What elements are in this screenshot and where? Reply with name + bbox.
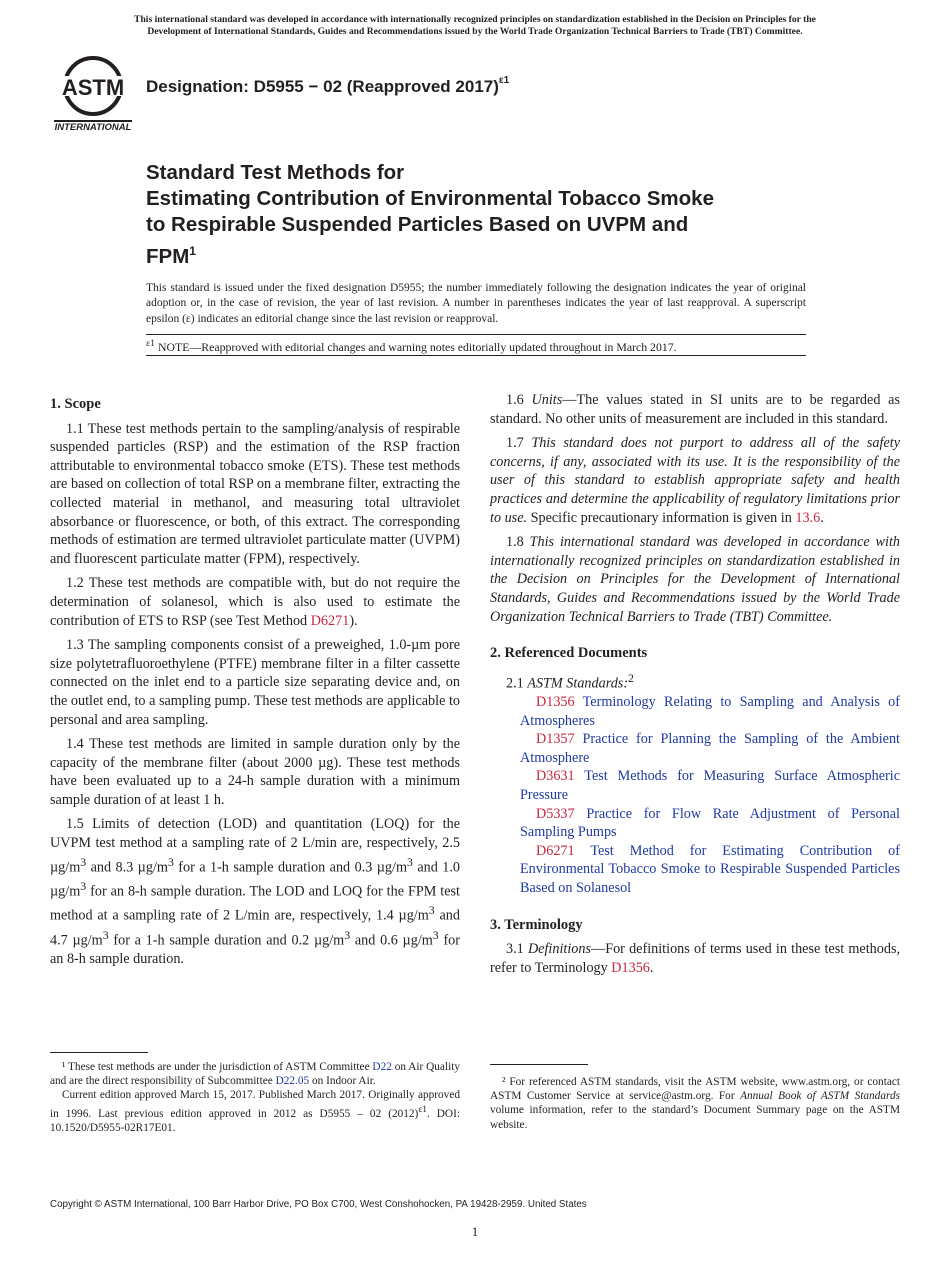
designation-text: Designation: D5955 − 02 (Reapproved 2017): [146, 77, 499, 96]
footnote-1-text-a: ¹ These test methods are under the jurisdiction of ASTM Committee: [62, 1061, 373, 1073]
para-3-1-end: .: [649, 959, 654, 976]
cube-sup: 3: [432, 927, 439, 942]
para-1-8: [490, 533, 900, 626]
para-1-7-italic: This standard does not purport to address all of the safety concerns, if any, associated with its use. It is the responsibility of the user of this standard to establish appropriate safety and health practices and determine the applicability of regulatory limitations prior to use.: [490, 435, 900, 526]
ref-title-d1357[interactable]: Practice for Planning the Sampling of the Ambient Atmosphere: [520, 731, 900, 766]
note-bottom-rule: [146, 355, 806, 356]
para-1-4: 1.4 These test methods are limited in sample duration only by the capacity of the membrane filter (about 2000 µg). These test methods have been evaluated up to a 24-h sample duration with a minimum sample duration of at least 1 h.: [50, 736, 460, 808]
para-1-5-f: and 4.7 µg/m: [50, 908, 460, 949]
ref-title-d3631[interactable]: Test Methods for Measuring Surface Atmospheric Pressure: [520, 768, 900, 804]
link-d1356[interactable]: D1356: [611, 959, 650, 976]
ref-item: [490, 730, 900, 767]
tbt-notice-line1: This international standard was developed in accordance with internationally recognized principles on standardization established in the Decision on Principles for the: [134, 14, 816, 25]
ref-title-d5337[interactable]: Practice for Flow Rate Adjustment of Personal Sampling Pumps: [520, 805, 900, 841]
para-1-6-num: 1.6: [506, 392, 532, 408]
para-1-1: 1.1 These test methods pertain to the sampling/analysis of respirable suspended particles (RSP) and the estimation of the RSP fraction attributable to environmental tobacco smoke (ETS). These test methods are based on collection of total RSP on a membrane filter, extracting the collected material in methanol, and measuring total ultraviolet absorbance or fluorescence, or both, of this extract. The corresponding methods of estimation are termed ultraviolet particulate matter (UVPM) and fluorescent particulate matter (FPM), respectively.: [50, 420, 460, 567]
ref-item: [490, 693, 900, 730]
footnote-2-italic: Annual Book of ASTM Standards: [740, 1090, 900, 1103]
para-1-5-c: for a 1-h sample duration and 0.3 µg/m: [173, 859, 407, 876]
footnote-1-para-1: [50, 1060, 460, 1088]
cube-sup: 3: [407, 854, 413, 869]
para-1-5-a: 1.5 Limits of detection (LOD) and quantitation (LOQ) for the UVPM test method at a sampling rate of 2 L/min are, respectively, 2.5 µg/m: [50, 816, 460, 876]
ref-title-d6271[interactable]: Test Method for Estimating Contribution of Environmental Tobacco Smoke to Respirable Suspended Particles Based on Solanesol: [520, 842, 900, 896]
cube-sup: 3: [102, 927, 109, 942]
para-3-1: [490, 940, 900, 977]
para-1-5-h: and 0.6 µg/m: [350, 932, 433, 949]
designation: [146, 77, 509, 97]
link-d22-05[interactable]: D22.05: [275, 1075, 310, 1088]
para-3-1-num: 3.1: [506, 941, 528, 958]
logo-subtext: INTERNATIONAL: [54, 122, 132, 133]
cube-sup: 3: [344, 927, 351, 942]
link-d22[interactable]: D22: [372, 1061, 392, 1073]
tbt-notice: [40, 14, 910, 38]
cube-sup: 3: [428, 903, 435, 918]
para-1-8-italic: This international standard was developed in accordance with internationally recognized principles on standardization established in the Decision on Principles for the Development of International Standards, Guides and Recommendations issued by the World Trade Organization Technical Barriers to Trade (TBT) Committee.: [490, 534, 900, 625]
left-column: [50, 389, 460, 969]
para-3-1-text: —For definitions of terms used in these test methods, refer to Terminology: [490, 941, 901, 976]
footnote-rule-right: [490, 1064, 588, 1065]
para-1-5-d: and 1.0 µg/m: [50, 859, 461, 900]
para-1-2-text: 1.2 These test methods are compatible with, but do not require the determination of solanesol, which is also used to estimate the contribution of ETS to RSP (see Test Method: [50, 575, 460, 629]
astm-logo: [52, 54, 134, 134]
para-1-6: [490, 391, 900, 428]
footnote-2-text-b: volume information, refer to the standard’s Document Summary page on the ASTM website.: [490, 1104, 900, 1131]
para-1-5-g: for a 1-h sample duration and 0.2 µg/m: [108, 932, 345, 949]
footnote-1-para-2: [50, 1088, 460, 1134]
cube-sup: 3: [80, 878, 87, 893]
title-line-3: to Respirable Suspended Particles Based on UVPM and: [146, 213, 689, 236]
link-13-6[interactable]: 13.6: [795, 509, 821, 526]
footnote-2-text-a: ² For referenced ASTM standards, visit the ASTM website, www.astm.org, or contact ASTM Customer Service at service@astm.org. For: [490, 1076, 900, 1103]
section-1-heading: 1. Scope: [50, 396, 101, 412]
logo-text: ASTM: [61, 75, 125, 100]
ref-code-d3631[interactable]: D3631: [536, 768, 575, 785]
para-3-1-label: Definitions: [527, 941, 591, 958]
document-title: [146, 160, 846, 270]
para-1-7: [490, 434, 900, 527]
para-1-5: [50, 815, 460, 968]
page-number: 1: [471, 1224, 479, 1239]
para-2-1-num: 2.1: [506, 675, 528, 692]
note-top-rule: [146, 334, 806, 335]
para-1-7-text: Specific precautionary information is given in: [527, 509, 796, 526]
editorial-note-text: NOTE—Reapproved with editorial changes and warning notes editorially updated throughout in March 2017.: [155, 339, 677, 354]
para-1-6-text: —The values stated in SI units are to be regarded as standard. No other units of measurement are included in this standard.: [490, 392, 901, 427]
para-1-2: [50, 574, 460, 630]
right-column: [490, 391, 900, 977]
footnote-1-text-b: on Air Quality and are the direct responsibility of Subcommittee: [50, 1061, 461, 1088]
para-1-5-b: and 8.3 µg/m: [86, 859, 168, 876]
cube-sup: 3: [80, 854, 87, 869]
title-footnote-marker: 1: [189, 244, 196, 258]
footnote-2-marker: 2: [628, 670, 634, 685]
para-1-5-e: for an 8-h sample duration. The LOD and LOQ for the FPM test method at a sampling rate of 2 L/min are, respectively, 1.4 µg/m: [50, 883, 460, 925]
para-1-7-end: .: [820, 509, 824, 526]
footnote-2: [490, 1075, 900, 1132]
footnote-2-para: [490, 1075, 900, 1132]
section-2-heading: 2. Referenced Documents: [490, 645, 648, 662]
footnote-1-text-d: Current edition approved March 15, 2017. Published March 2017. Originally approved in 1996. Last previous edition approved in 2012 as D5955 – 02 (2012): [50, 1089, 460, 1120]
para-1-7-num: 1.7: [506, 435, 532, 452]
footnote-1-text-e: . DOI: 10.1520/D5955-02R17E01.: [50, 1107, 460, 1134]
title-line-2: Estimating Contribution of Environmental Tobacco Smoke: [146, 187, 714, 210]
ref-code-d1356[interactable]: D1356: [536, 694, 575, 711]
footnote-1: [50, 1060, 460, 1135]
issuance-statement: This standard is issued under the fixed designation D5955; the number immediately following the designation indicates the year of original adoption or, in the case of revision, the year of last revision. A number in parentheses indicates the year of last reapproval. A superscript epsilon (ε) indicates an editorial change since the last revision or reapproval.: [146, 282, 806, 325]
ref-item: [490, 842, 900, 898]
para-1-5-i: for an 8-h sample duration.: [50, 932, 460, 967]
cube-sup: 3: [167, 854, 174, 869]
para-1-6-label: Units: [531, 392, 563, 408]
footnote-1-epsilon: ε1: [418, 1104, 427, 1115]
ref-code-d1357[interactable]: D1357: [536, 731, 575, 748]
section-3-heading: 3. Terminology: [490, 916, 583, 933]
ref-code-d6271[interactable]: D6271: [536, 842, 575, 859]
editorial-note: [146, 338, 677, 355]
tbt-notice-line2: Development of International Standards, Guides and Recommendations issued by the World Trade Organization Technical Barriers to Trade (TBT) Committee.: [147, 26, 803, 37]
para-1-8-num: 1.8: [506, 534, 530, 551]
ref-item: [490, 805, 900, 842]
designation-epsilon: ε1: [498, 75, 510, 87]
footnote-rule-left: [50, 1052, 148, 1053]
copyright-notice: Copyright © ASTM International, 100 Barr Harbor Drive, PO Box C700, West Conshohocken, PA 19428-2959. United States: [50, 1199, 587, 1210]
link-d6271[interactable]: D6271: [310, 612, 350, 629]
title-line-4: FPM: [146, 244, 190, 268]
para-2-1-label: ASTM Standards:: [527, 675, 629, 692]
para-1-3: 1.3 The sampling components consist of a preweighed, 1.0-µm pore size polytetrafluoroethylene (PTFE) membrane filter in a filter cassette connected on the inlet end to a particle size separating device and, on the outlet end, to a sampling pump. These test methods are applicable to personal and area sampling.: [50, 637, 460, 728]
title-line-1: Standard Test Methods for: [146, 161, 405, 184]
para-2-1: [490, 669, 900, 693]
ref-item: [490, 767, 900, 804]
ref-code-d5337[interactable]: D5337: [536, 805, 575, 822]
footnote-1-text-c: on Indoor Air.: [309, 1075, 376, 1088]
para-1-2-end: ).: [349, 612, 358, 629]
editorial-note-epsilon: ε1: [146, 338, 156, 349]
ref-title-d1356[interactable]: Terminology Relating to Sampling and Analysis of Atmospheres: [520, 694, 900, 729]
